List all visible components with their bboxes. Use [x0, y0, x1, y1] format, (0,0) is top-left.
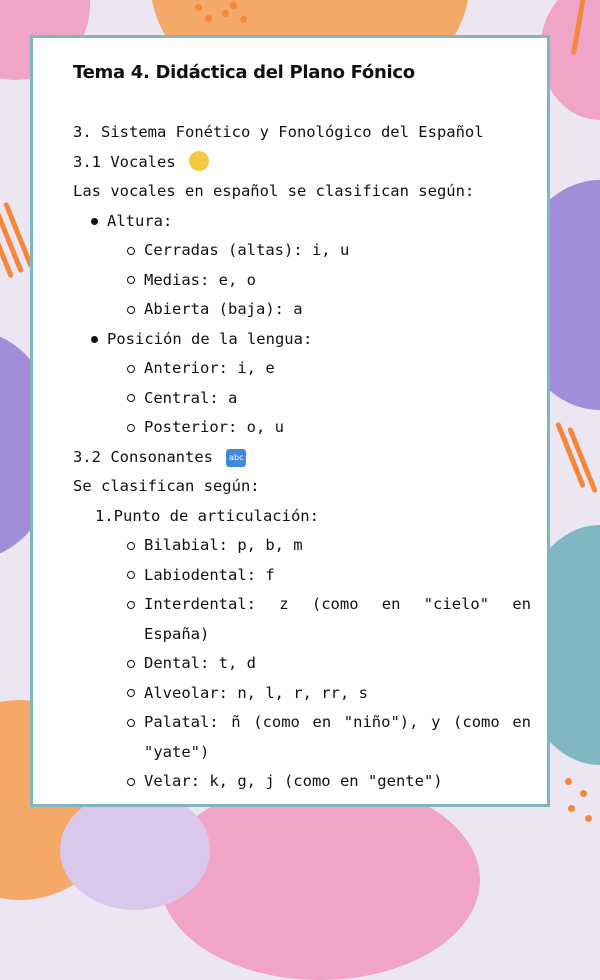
vowel-item: Cerradas (altas): i, u: [144, 241, 350, 259]
list-item: [73, 236, 531, 266]
circle-bullet-icon: [127, 394, 135, 402]
vowel-item: Posterior: o, u: [144, 418, 284, 436]
consonants-intro: Se clasifican según:: [73, 477, 260, 495]
orange-dot: [580, 790, 587, 797]
consonant-item: Alveolar: n, l, r, rr, s: [144, 683, 368, 702]
section-heading: 3. Sistema Fonético y Fonológico del Español: [73, 123, 484, 141]
consonants-heading: 3.2 Consonantes: [73, 447, 213, 466]
orange-dot: [565, 778, 572, 785]
orange-dot: [205, 15, 212, 22]
list-item: [73, 649, 531, 679]
orange-dot: [230, 2, 237, 9]
numbered-item: 1.Punto de articulación:: [95, 506, 319, 525]
circle-bullet-icon: [127, 571, 135, 579]
list-item: [73, 767, 531, 797]
lavender-blob-bottom: [60, 790, 210, 910]
circle-bullet-icon: [127, 247, 135, 255]
pink-blob-bottom: [160, 780, 480, 980]
vowel-item: Anterior: i, e: [144, 359, 275, 377]
consonant-item: Interdental: z (como en "cielo" en España): [144, 595, 531, 643]
circle-bullet-icon: [127, 306, 135, 314]
list-item: [73, 384, 531, 414]
orange-dot: [222, 10, 229, 17]
circle-bullet-icon: [127, 276, 135, 284]
consonant-item: Palatal: ñ (como en "niño"), y (como en "yate"): [144, 713, 531, 761]
list-item: [73, 295, 531, 325]
circle-bullet-icon: [127, 424, 135, 432]
vowels-heading: 3.1 Vocales: [73, 152, 176, 171]
vowel-item: Medias: e, o: [144, 270, 256, 289]
bullet-icon: [91, 218, 98, 225]
vowels-heading-line: [73, 148, 531, 178]
vowels-intro: Las vocales en español se clasifican según:: [73, 182, 475, 200]
list-item: [73, 531, 531, 561]
vowel-group-label: Posición de la lengua:: [107, 329, 313, 348]
vowel-item: Abierta (baja): a: [144, 300, 303, 318]
list-item: [73, 207, 531, 237]
document-body: [73, 118, 531, 797]
consonant-item: Velar: k, g, j (como en "gente"): [144, 772, 443, 790]
consonant-item: Dental: t, d: [144, 654, 256, 672]
list-item: [73, 590, 531, 649]
list-item: [73, 561, 531, 591]
abc-icon: abc: [226, 449, 246, 467]
list-item: [73, 325, 531, 355]
document-title: Tema 4. Didáctica del Plano Fónico: [73, 62, 415, 83]
document-card: [30, 35, 550, 807]
list-item: [73, 708, 531, 767]
circle-bullet-icon: [127, 365, 135, 373]
list-item: [73, 413, 531, 443]
circle-bullet-icon: [127, 689, 135, 697]
orange-dot: [585, 815, 592, 822]
circle-bullet-icon: [127, 601, 135, 609]
list-item: [73, 266, 531, 296]
circle-bullet-icon: [127, 719, 135, 727]
circle-bullet-icon: [127, 542, 135, 550]
list-item: [73, 679, 531, 709]
orange-dot: [195, 4, 202, 11]
list-item: [73, 354, 531, 384]
consonants-heading-line: [73, 443, 531, 473]
orange-dot: [240, 16, 247, 23]
yellow-circle-icon: [189, 151, 209, 171]
orange-dot: [568, 805, 575, 812]
consonant-item: Bilabial: p, b, m: [144, 536, 303, 554]
circle-bullet-icon: [127, 660, 135, 668]
vowel-item: Central: a: [144, 388, 238, 407]
consonant-item: Labiodental: f: [144, 565, 275, 584]
circle-bullet-icon: [127, 778, 135, 786]
bullet-icon: [91, 336, 98, 343]
vowel-group-label: Altura:: [107, 211, 173, 230]
